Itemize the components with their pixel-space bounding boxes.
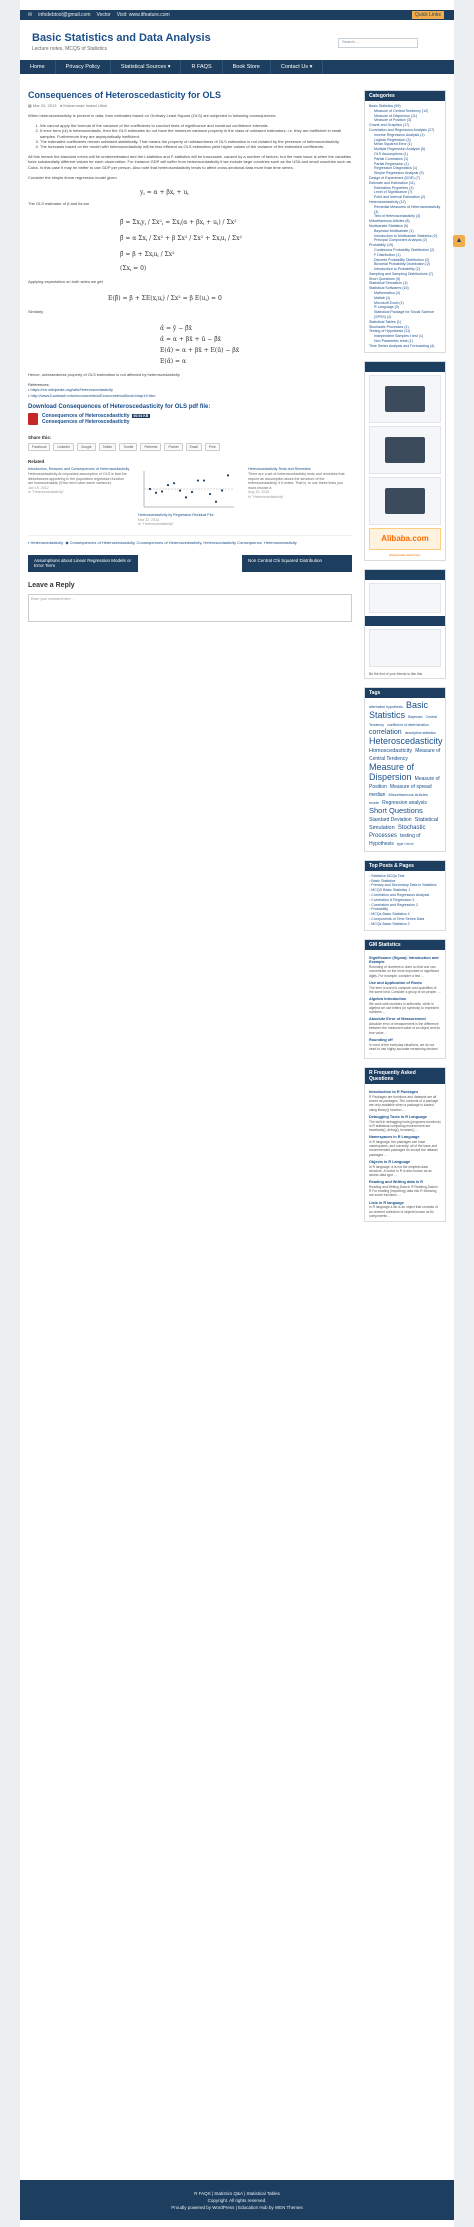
related-post-title[interactable]: Heteroscedasticity Tests and Remedies xyxy=(248,467,311,472)
gm-statistics-widget xyxy=(364,939,446,1060)
page-icon: ▫ xyxy=(369,883,372,888)
main-nav xyxy=(20,60,454,74)
category-item[interactable]: Principal Component Analysis (2) xyxy=(374,238,427,243)
top-post-label: MCQs Basic Statistics 2 xyxy=(371,921,410,926)
category-link[interactable]: Heteroscedasticity xyxy=(30,539,64,545)
chevron-down-icon: ▾ xyxy=(167,64,171,70)
alibaba-caption: Global trade starts here. xyxy=(388,552,422,557)
share-pinterest-button[interactable]: Pinterest xyxy=(140,443,161,451)
references-label: References: xyxy=(28,381,50,387)
related-post-category: In "Heteroscedasticity" xyxy=(28,490,64,495)
category-item[interactable]: Measure of Dispersion (11) xyxy=(374,113,418,118)
tag-link[interactable]: testing of Hypothesis xyxy=(369,832,421,847)
top-post-label: Primary and Secondary Data in Statistics xyxy=(371,883,437,888)
category-item[interactable]: F Distribution (1) xyxy=(374,252,401,257)
tag-link[interactable]: coefficient of determination xyxy=(387,722,429,727)
residual-point xyxy=(155,492,157,494)
tag-link[interactable]: descriptive statistics xyxy=(404,730,436,735)
phone-image xyxy=(385,437,425,463)
tag-link[interactable]: mode xyxy=(369,799,380,805)
category-item[interactable]: Continuous Probability Distribution (2) xyxy=(374,247,435,252)
social-caption: Be the first of your friends to like this xyxy=(369,671,423,676)
feed-post-title[interactable]: Rounding off xyxy=(369,1037,393,1042)
categories-widget xyxy=(364,90,446,353)
folder-icon: ▪ xyxy=(28,539,30,545)
nav-contact-us-label: Contact Us xyxy=(280,64,309,70)
list-item: 4. The forecasts based on the model with heteroscedasticity will be less efficient as OLS estimation yield higher values of the variance of the estimated coefficients. xyxy=(40,144,352,149)
categories-title: Categories xyxy=(365,91,445,101)
share-google-button[interactable]: Google xyxy=(77,443,96,451)
equation-alpha xyxy=(130,321,250,367)
reference-link[interactable]: • http://www3.wabash.edu/econometrics/EconometricsBook/chap19.htm xyxy=(28,392,156,398)
page-icon: ▫ xyxy=(369,873,372,878)
main-content xyxy=(28,90,352,622)
list-item: 1. We cannot apply the formula of the variance of the coefficients to conduct tests of significance and construct confidence intervals. xyxy=(40,123,352,128)
top-posts-list xyxy=(365,871,445,930)
top-post-label: Correlation and Regression Analysis xyxy=(371,893,430,898)
gm-posts-list xyxy=(365,950,445,1059)
residual-plot-thumbnail xyxy=(138,467,238,511)
tag-links[interactable]: Consequences of Heteroscedasticity, Consequences of Heteroscedasticity, Heteroscedasticity Consequence, Heteroscedasticity xyxy=(69,539,297,545)
post-date[interactable]: Mar 20, 2013 xyxy=(32,103,57,108)
equation-ols xyxy=(90,212,290,274)
nav-privacy-policy[interactable]: Privacy Policy xyxy=(56,60,111,74)
residual-point xyxy=(167,484,169,486)
site-footer xyxy=(20,2180,454,2220)
residual-point xyxy=(203,480,205,482)
footer-powered: Proudly powered by WordPress | Education Hub by WEN Themes xyxy=(171,2205,303,2210)
pdf-links xyxy=(42,413,150,425)
category-item[interactable]: Measure of Central Tendency (12) xyxy=(374,108,429,113)
tag-link[interactable]: Heteroscedasticity xyxy=(369,735,443,746)
feed-post-excerpt: Reading and Writing Data in R Reading Data in R For reading (importing) data into R following are some functions ... xyxy=(369,1185,439,1198)
rfaq-posts-list xyxy=(365,1084,445,1221)
top-post-link[interactable] xyxy=(369,922,441,927)
quick-links-button[interactable]: Quick Links xyxy=(412,11,444,19)
feed-post-title[interactable]: Lists in R language xyxy=(369,1200,404,1205)
residual-point xyxy=(197,480,199,482)
svg-text:α̂ = α + βx̄ + ū − β̂x̄: α̂ = α + βx̄ + ū − β̂x̄ xyxy=(160,335,222,343)
tags-title: Tags xyxy=(365,688,445,698)
related-post[interactable] xyxy=(138,467,240,526)
tag-link[interactable]: Standard Deviation xyxy=(369,816,412,823)
feed-post-excerpt: In R language, the packages can have namespaces, and currently, all of the base and recommended packages do except the dataset packages ... xyxy=(369,1140,438,1157)
post-title: Consequences of Heteroscedasticity for OLS xyxy=(28,90,222,100)
intro-paragraph: When heteroscedasticity is present in data, then estimates based on Ordinary Least Square (OLS) are subjected to following consequences: xyxy=(28,113,277,118)
feed-post-excerpt: The term is used to compute cost quantities of the same kind. Consider a group of six people. ... xyxy=(369,985,441,994)
comment-input[interactable]: Enter your comment here... xyxy=(28,594,352,622)
tag-link[interactable]: type I error xyxy=(396,841,414,846)
tag-link[interactable]: Central Tendency xyxy=(369,714,437,727)
residual-point xyxy=(185,497,187,499)
expectation-text: Applying expectation on both sides we get xyxy=(28,279,103,285)
category-item[interactable]: Estimation Properties (3) xyxy=(374,185,414,190)
nav-home[interactable]: Home xyxy=(20,60,56,74)
tag-link[interactable]: Homoscedasticity xyxy=(369,747,413,754)
tag-icon: ◆ xyxy=(65,539,69,545)
feed-post-title[interactable]: Debugging Tools in R Language xyxy=(369,1114,427,1119)
category-item[interactable]: Independent Samples t test (1) xyxy=(374,334,424,339)
rfaq-widget xyxy=(364,1067,446,1222)
category-item[interactable]: Regression Diagnostics (1) xyxy=(374,166,418,171)
top-post-label: MCQS Basic Statistics 1 xyxy=(371,888,411,893)
chevron-down-icon: ▾ xyxy=(309,64,313,70)
related-post-category: In "Heteroscedasticity" xyxy=(248,494,284,499)
tag-link[interactable]: Measure of Central Tendency xyxy=(369,747,441,762)
category-item[interactable]: Introduction to Multivariate Statistics (2) xyxy=(374,233,437,238)
tag-link[interactable]: correlation xyxy=(369,728,402,736)
category-item[interactable]: Stochastic Processes (1) xyxy=(369,324,409,329)
top-posts-title: Top Posts & Pages xyxy=(365,861,445,871)
category-item[interactable]: Multivariate Statistics (5) xyxy=(369,223,409,228)
residual-point xyxy=(191,491,193,493)
category-item[interactable]: Binomial Probability Distribution (2) xyxy=(374,262,430,267)
social-widget xyxy=(364,569,446,679)
residual-point xyxy=(179,490,181,492)
feed-post-title[interactable]: Algebra Introduction xyxy=(369,997,407,1002)
alpha-equation xyxy=(28,321,352,367)
references xyxy=(28,382,352,399)
top-post-label: Components of Time Series Data xyxy=(371,917,425,922)
category-item[interactable]: Non Parametric tests (1) xyxy=(374,339,413,344)
related-post-excerpt: There are a set of heteroscedasticity tests and remedies that require an assumption about the structure of the heteroscedasticity, if it exists. That is, to use these tests you must choose a xyxy=(248,471,345,490)
tag-link[interactable]: Miscellaneous Articles xyxy=(388,791,428,797)
category-item[interactable]: Partial Regression (1) xyxy=(374,161,409,166)
residual-point xyxy=(149,488,151,490)
pdf-name: Consequences of Heteroscedasticity xyxy=(42,413,130,420)
category-item[interactable]: Statistical Softwares (15) xyxy=(369,286,409,291)
nav-statistical-sources[interactable] xyxy=(111,60,182,74)
feed-post-excerpt: Absolute error of measurement is the difference between the measured value of an object and its true value ... xyxy=(369,1022,440,1035)
tablet-image xyxy=(385,386,425,412)
categories-list xyxy=(365,101,445,352)
residual-point xyxy=(227,475,229,477)
page-icon: ▫ xyxy=(369,921,372,926)
top-post-label: Correlation and Regression 2 xyxy=(371,902,419,907)
related-post-date: Mar 22, 2014 xyxy=(138,517,160,522)
tag-link[interactable]: Bayesian xyxy=(408,714,423,719)
social-header-2 xyxy=(365,616,445,626)
category-item[interactable]: Short Questions (9) xyxy=(369,276,401,281)
category-item[interactable]: OLS Assumptions (1) xyxy=(374,151,408,156)
category-item[interactable]: Level of Significance (7) xyxy=(374,190,413,195)
feed-post-excerpt: We work with numbers in arithmetic, while in algebra we use letters (or symbols) to represent numbers ... xyxy=(369,1001,439,1015)
feed-post-excerpt: In R language, a is not the simplest data structure. A vector in R is also known as an atomic data type ... xyxy=(369,1164,432,1178)
page-icon: ▫ xyxy=(369,897,372,902)
related-post-date: Aug 10, 2016 xyxy=(248,490,270,495)
page-icon: ▫ xyxy=(369,902,372,907)
related-post-title[interactable]: Heteroscedasticity by Regression Residual Plot xyxy=(138,512,214,517)
svg-text:(Σxi = 0): (Σxi = 0) xyxy=(120,265,147,273)
sidebar xyxy=(364,90,446,1230)
body-paragraph: All this means the standard errors will be underestimated and the t-statistics and F-statistics will be inaccurate, caused by a number of factors, but the main issue is when the variables have substantially different values for each observation. For instance GDP will suffer from heteroscedasticity if we include large countries such as the USA and small countries such as Cuba. In this case it may be better to use GDP per person. Also note that heteroscedasticity tends to affect cross-sectional data more than time series. xyxy=(28,154,352,170)
post-taxonomy xyxy=(28,535,352,545)
alibaba-ad[interactable]: Alibaba.com xyxy=(369,528,441,550)
reference-url[interactable]: http://www3.wabash.edu/econometrics/EconometricsBook/chap19.htm xyxy=(30,392,156,398)
pdf-link-2[interactable]: Consequences of Heteroscedasticity xyxy=(42,419,130,426)
category-item[interactable]: Remedial Measures of Heteroscedasticity (3) xyxy=(374,204,441,214)
feed-post-excerpt: In most of the everyday situations, we do not need to use highly accurate measuring devices ... xyxy=(369,1042,438,1056)
nav-r-faqs[interactable]: R FAQS xyxy=(181,60,222,74)
category-item[interactable]: Inverse Regression Analysis (1) xyxy=(374,132,425,137)
page-icon: ▫ xyxy=(369,907,372,912)
top-bar xyxy=(20,10,454,20)
share-pocket-button[interactable]: Pocket xyxy=(164,443,182,451)
search-input[interactable]: Search ... xyxy=(338,38,418,48)
top-post-label: Probability xyxy=(371,907,389,912)
category-item[interactable]: Multiple Regression Analysis (5) xyxy=(374,147,426,152)
page-icon: ▫ xyxy=(369,888,372,893)
page xyxy=(20,0,454,2227)
share-facebook-button[interactable]: Facebook xyxy=(28,443,50,451)
visit-link[interactable]: Visit: www.itfeature.com xyxy=(116,12,170,18)
ad-widget xyxy=(364,361,446,561)
category-item[interactable]: Introduction to Probability (2) xyxy=(374,267,420,272)
related-post[interactable] xyxy=(248,467,350,526)
residual-point xyxy=(161,491,163,493)
chevron-up-icon: ▲ xyxy=(455,237,463,244)
related-post-title[interactable]: Introduction, Reasons and Consequences of Heteroscedasticity xyxy=(28,467,130,472)
category-item[interactable]: Logistic Regression (3) xyxy=(374,137,411,142)
feed-post-title[interactable]: Introduction to R Packages xyxy=(369,1090,419,1095)
equation-expectation xyxy=(90,290,290,304)
top-posts-widget xyxy=(364,860,446,931)
ols-text: The OLS estimator of β and its are xyxy=(28,201,90,207)
post-meta xyxy=(28,103,352,108)
feed-post-title[interactable]: Objects in R Language xyxy=(369,1159,411,1164)
reference-url[interactable]: https://en.wikipedia.org/wiki/Heteroscedasticity xyxy=(30,387,113,393)
top-post-label: Basic Statistics xyxy=(371,878,396,883)
category-item[interactable]: Testing of Hypothesis (11) xyxy=(369,329,411,334)
category-item[interactable]: Heteroscedasticity (12) xyxy=(369,199,406,204)
consequences-list xyxy=(28,123,352,149)
category-item[interactable]: Correlation and Regression Analysis (27) xyxy=(369,127,435,132)
category-item[interactable]: Statistical Simulation (3) xyxy=(369,281,408,286)
share-email-button[interactable]: Email xyxy=(186,443,202,451)
related-posts xyxy=(28,467,352,526)
download-title: Download Consequences of Heteroscedasticity for OLS pdf file: xyxy=(28,404,211,411)
category-item[interactable]: Miscellaneous Articles (8) xyxy=(369,219,410,224)
category-item[interactable]: Mean Squared Error (1) xyxy=(374,142,412,147)
site-header xyxy=(20,20,454,60)
category-item[interactable]: Point and Interval Estimation (2) xyxy=(374,195,426,200)
related-post-excerpt: Heteroscedasticity An important assumption of OLS is that the disturbances appearing in the population regression function are homoscedastic (Error term have same variance). xyxy=(28,471,127,486)
ad-header xyxy=(365,362,445,372)
svg-text:β̂ = Σxiyi / Σx2i = Σxi(α + βx: β̂ = Σxiyi / $\Sigma x^2_i = \Sigma xi(\alpha + \beta xi + ui) / \Sigma x^2$ xyxy=(120,218,237,227)
feed-post-title[interactable]: Use and Application of Roots xyxy=(369,980,422,985)
category-item[interactable]: Bayesian Multivariate (1) xyxy=(374,228,414,233)
conclusion-text: Hence, unbiasedness property of OLS estimation is not affected by heteroscedasticity. xyxy=(28,371,181,377)
next-post-button[interactable]: Non Central Chi Squared Distribution xyxy=(242,555,352,572)
consider-text: Consider the simple linear regression model given xyxy=(28,174,117,180)
vector-link[interactable]: Vector xyxy=(96,12,111,18)
list-item: 3. The estimated coefficients remain unbiased statistically. That means the property of unbiasedness of OLS estimation is not violated by the presence of heteroscedasticity. xyxy=(40,139,352,144)
footer-links[interactable]: R FAQS | Statistics Q&A | Statistical Tables xyxy=(194,2191,280,2196)
category-item[interactable]: Probability (19) xyxy=(369,243,394,248)
calendar-icon: ▦ xyxy=(28,103,32,108)
category-item[interactable]: Charts and Graphics (17) xyxy=(369,123,410,128)
category-item[interactable]: Test of Heteroscedasticity (3) xyxy=(374,214,421,219)
svg-text:E(α̂) = α: E(α̂) = α xyxy=(160,357,187,365)
reference-link[interactable]: • https://en.wikipedia.org/wiki/Heteroscedasticity xyxy=(28,387,113,393)
related-post-category: In "Heteroscedasticity" xyxy=(138,522,174,527)
site-title[interactable]: Basic Statistics and Data Analysis xyxy=(32,32,211,44)
tag-link[interactable]: Short Questions xyxy=(369,805,423,815)
rfaq-title: R Frequently Asked Questions xyxy=(365,1068,445,1084)
tag-link[interactable]: Stochastic Processes xyxy=(369,824,426,839)
feed-post-title[interactable]: Namespaces in R Language xyxy=(369,1135,420,1140)
tags-widget xyxy=(364,687,446,852)
site-description: Lecture notes, MCQS of Statistics xyxy=(32,46,108,52)
pdf-download[interactable] xyxy=(28,413,352,425)
tag-link[interactable]: Regression analysis xyxy=(382,799,427,806)
share-buttons xyxy=(28,443,352,451)
ols-equation xyxy=(28,212,352,274)
nav-contact-us[interactable] xyxy=(271,60,324,74)
tag-link[interactable]: Measure of Dispersion xyxy=(369,761,415,782)
category-item[interactable]: R Language (3) xyxy=(374,305,399,310)
page-icon: ▫ xyxy=(369,917,372,922)
ad-product[interactable] xyxy=(369,426,441,474)
post-navigation xyxy=(28,555,352,572)
svg-text:β̂ = β + Σxiui / Σx²: β̂ = β + Σxiui / Σx² xyxy=(120,251,175,259)
related-post[interactable] xyxy=(28,467,130,526)
category-item[interactable]: Design of Experiment (DOE) (7) xyxy=(369,175,420,180)
residual-point xyxy=(173,482,175,484)
feed-post-excerpt: The built-in debugging tools (programs functions) in R statistical computing environment are traceback(), debug(), browser() ... xyxy=(369,1119,441,1133)
email-icon: ✉ xyxy=(28,12,33,18)
related-post-date: Jan 15, 2012 xyxy=(28,485,49,490)
page-icon: ▫ xyxy=(369,893,372,898)
residual-point xyxy=(215,501,217,503)
category-item[interactable]: Statistical Tables (1) xyxy=(369,319,402,324)
tag-link[interactable]: alternative hypothesis xyxy=(369,704,403,709)
svg-text:β̂ = α Σxi / Σx² + β Σx² / Σx²: β̂ = α Σxi / Σx² + β Σx² / Σx² + Σxiui / Σx² xyxy=(120,235,242,243)
share-twitter-button[interactable]: Twitter xyxy=(99,443,117,451)
category-item[interactable]: Partial Correlation (1) xyxy=(374,156,409,161)
category-item[interactable]: Statistical Package for Social Science (SPSS) (2) xyxy=(374,310,435,320)
tag-link[interactable]: Measure of spread xyxy=(389,783,432,790)
top-email[interactable]: infodebtool@gmail.com xyxy=(38,12,91,18)
share-linkedin-button[interactable]: LinkedIn xyxy=(53,443,73,451)
page-icon: ▫ xyxy=(369,878,372,883)
ad-product[interactable] xyxy=(369,477,441,525)
top-post-label: Statistics MCQs Test xyxy=(371,873,405,878)
pdf-icon xyxy=(28,413,38,425)
tag-link[interactable]: Basic Statistics xyxy=(369,699,428,720)
model-equation xyxy=(28,186,352,196)
category-item[interactable]: Measure of Position (3) xyxy=(374,118,412,123)
nav-book-store[interactable]: Book Store xyxy=(223,60,271,74)
previous-post-button[interactable]: Assumptions about Linear Regression Models or Error Term xyxy=(28,555,138,572)
svg-text:E(β̂) = β + ΣE(xiui) / Σx² = β: E(β̂) = β + ΣE(xiui) / Σx² = β E(ui) = 0 xyxy=(108,295,222,303)
headphones-image xyxy=(385,488,425,514)
category-item[interactable]: Discrete Probability Distribution (2) xyxy=(374,257,430,262)
residual-point xyxy=(209,493,211,495)
tag-link[interactable]: Measure of Position xyxy=(369,775,440,790)
tag-link[interactable]: median xyxy=(369,791,386,798)
social-header xyxy=(365,570,445,580)
reply-title: Leave a Reply xyxy=(28,581,75,589)
feed-post-excerpt: In R language a list is an object that consists of an ordered collection of objects known as its components ... xyxy=(369,1205,438,1218)
category-item[interactable]: Time Series Analysis and Forecasting (4) xyxy=(369,343,435,348)
scroll-to-top-button[interactable] xyxy=(453,235,465,247)
gm-statistics-title: GM Statistics xyxy=(365,940,445,950)
share-label: Share this: xyxy=(28,435,52,441)
social-embed[interactable] xyxy=(369,583,441,613)
category-item[interactable]: Matlab (1) xyxy=(374,295,391,300)
feed-post-title[interactable]: Reading and Writing data in R xyxy=(369,1180,423,1185)
related-label: Related xyxy=(28,459,45,465)
footer-copyright: Copyright. All rights reserved. xyxy=(207,2198,267,2203)
category-item[interactable]: Basic Statistics (59) xyxy=(369,104,401,108)
feed-post-title[interactable]: Absolute Error of Measurement xyxy=(369,1017,426,1022)
feed-post-excerpt: Rounding of numbers is done so that one can concentrate on the more important or significant digits. For example, consider a test ... xyxy=(369,965,439,978)
feed-post-excerpt: R Packages are functions and datasets are all stored as packages. The contents of a package are only available when a package is loaded using library() function ... xyxy=(369,1095,439,1112)
top-post-label: Correlation & Regression 3 xyxy=(371,897,415,902)
top-post-label: MCQs Basic Statistics 4 xyxy=(371,912,410,917)
tag-cloud xyxy=(365,698,445,851)
residual-point xyxy=(221,490,223,492)
share-print-button[interactable]: Print xyxy=(205,443,220,451)
ad-product[interactable] xyxy=(369,375,441,423)
feed-post-title[interactable]: Significance (Sigma): Introduction and Example xyxy=(369,955,439,965)
expectation-equation xyxy=(28,290,352,304)
similarly-text: Similarly xyxy=(28,309,44,315)
svg-text:yi = α + βxi + ui: yi = α + βxi + ui xyxy=(140,189,189,197)
category-item[interactable]: Estimate and Estimation (11) xyxy=(369,180,415,185)
social-page-plugin[interactable] xyxy=(369,629,441,667)
category-item[interactable]: Simple Regression Analysis (9) xyxy=(374,171,424,176)
user-icon: ● xyxy=(59,103,63,108)
tag-link[interactable]: Statistical Simulation xyxy=(369,816,439,831)
top-bar-contact xyxy=(28,12,170,18)
category-item[interactable]: Mathematica (3) xyxy=(374,291,400,296)
post-author[interactable]: Muhammad Imdad Ullah xyxy=(63,103,107,108)
equation-model xyxy=(130,186,250,196)
svg-text:E(α̂) = α + βx̄ + E(ū) − βx̄: E(α̂) = α + βx̄ + E(ū) − βx̄ xyxy=(160,346,240,354)
svg-text:α̂ = ȳ − β̂x̄: α̂ = ȳ − β̂x̄ xyxy=(160,324,192,332)
category-item[interactable]: Sampling and Sampling Distributions (7) xyxy=(369,271,434,276)
page-icon: ▫ xyxy=(369,912,372,917)
pdf-size-badge: 60.94 KB xyxy=(133,414,149,419)
category-item[interactable]: Microsoft Excel (1) xyxy=(374,300,404,305)
list-item: 2. If error term (ui) is heteroscedastic, then the OLS estimates do not have the minimum variance property in the class of unbiased estimators, i.e. they are inefficient in small samples. Furthermore they are asymptotically inefficient. xyxy=(40,128,352,138)
share-tumblr-button[interactable]: Tumblr xyxy=(119,443,137,451)
nav-statistical-sources-label: Statistical Sources xyxy=(120,64,167,70)
